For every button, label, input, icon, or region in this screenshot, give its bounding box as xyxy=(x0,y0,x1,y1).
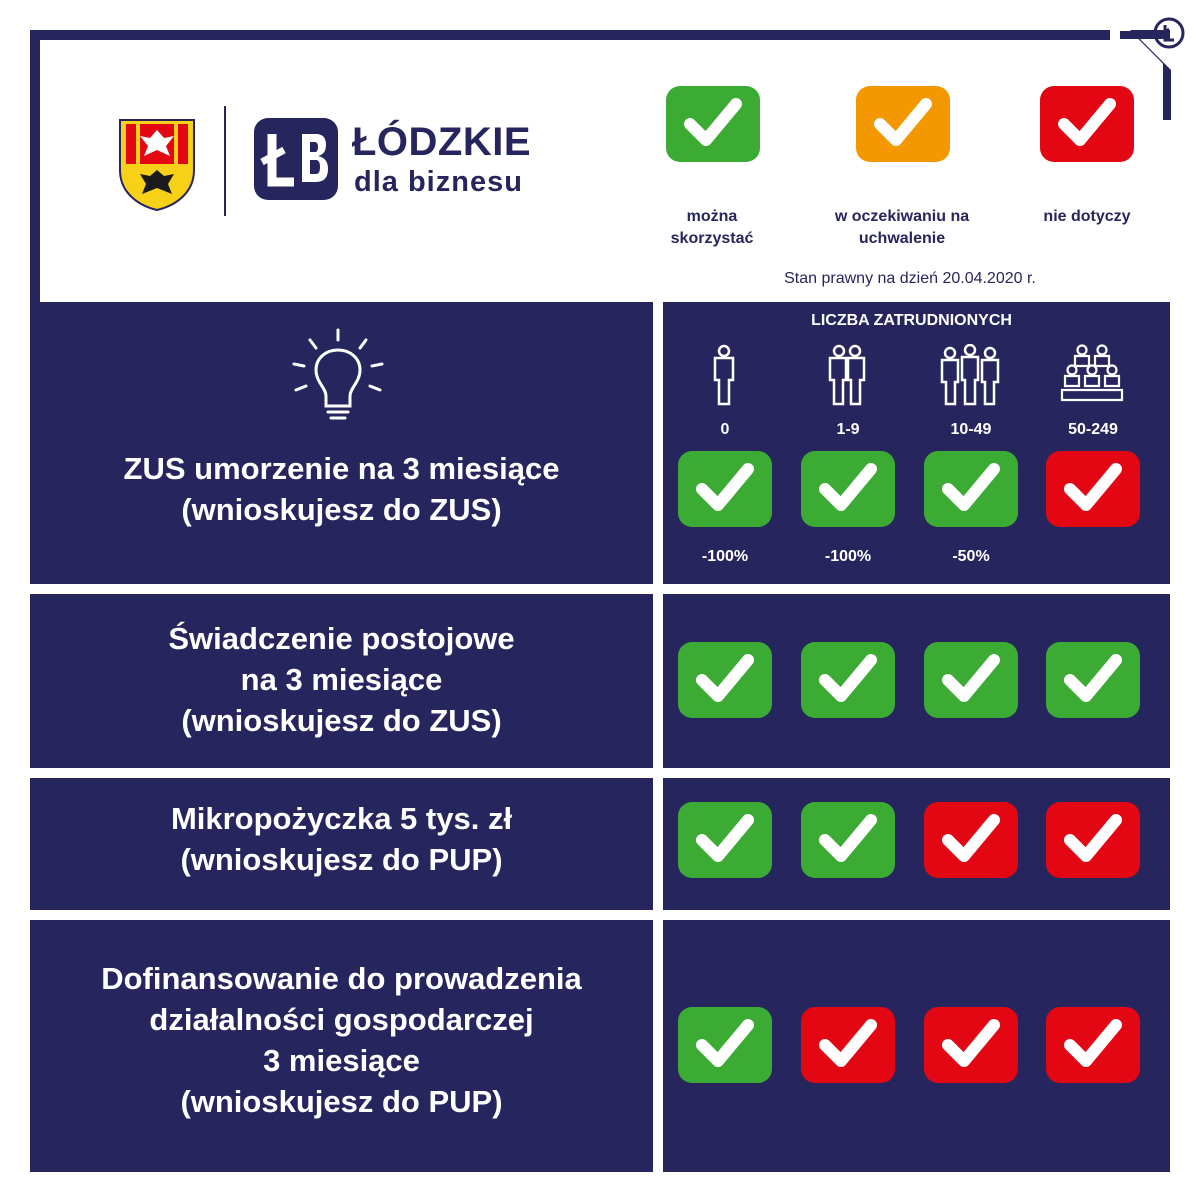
status-cell-green xyxy=(924,642,1018,718)
three-people-icon xyxy=(940,344,1000,406)
row-title-line: ZUS umorzenie na 3 miesiące xyxy=(123,451,560,486)
checkmark-icon xyxy=(678,1007,772,1083)
lightbulb-icon xyxy=(288,326,388,426)
checkmark-icon xyxy=(1046,802,1140,878)
two-people-icon xyxy=(826,344,868,406)
header-area xyxy=(40,40,1172,302)
row-title-line: Dofinansowanie do prowadzenia xyxy=(101,961,582,996)
checkmark-icon xyxy=(924,802,1018,878)
checkmark-icon xyxy=(924,642,1018,718)
crest-icon xyxy=(118,118,196,212)
brand-title: ŁÓDZKIE xyxy=(352,120,532,164)
checkmark-icon xyxy=(678,451,772,527)
checkmark-icon xyxy=(801,642,895,718)
legal-note: Stan prawny na dzień 20.04.2020 r. xyxy=(784,270,1036,287)
checkmark-icon xyxy=(856,86,950,162)
row-title-line: (wnioskujesz do PUP) xyxy=(180,1084,503,1119)
row-divider xyxy=(30,584,1170,594)
checkmark-icon xyxy=(1046,642,1140,718)
group-people-icon xyxy=(1060,344,1124,406)
row-title-line: (wnioskujesz do ZUS) xyxy=(181,703,502,738)
status-cell-red xyxy=(1046,451,1140,527)
checkmark-icon xyxy=(1040,86,1134,162)
status-cell-green xyxy=(801,451,895,527)
legend-label: można skorzystać xyxy=(670,208,754,247)
checkmark-icon xyxy=(678,642,772,718)
employee-group-label: 0 xyxy=(720,421,730,438)
row-title-line: Świadczenie postojowe xyxy=(168,621,515,656)
status-cell-red xyxy=(924,802,1018,878)
status-cell-green xyxy=(678,1007,772,1083)
lb-logo-icon xyxy=(254,118,338,200)
status-cell-red xyxy=(1046,1007,1140,1083)
checkmark-icon xyxy=(666,86,760,162)
checkmark-icon xyxy=(924,1007,1018,1083)
status-cell-red xyxy=(924,1007,1018,1083)
status-cell-red xyxy=(1046,802,1140,878)
status-cell-red xyxy=(801,1007,895,1083)
row-title xyxy=(30,448,653,530)
checkmark-icon xyxy=(801,802,895,878)
checkmark-icon xyxy=(678,802,772,878)
row-title-line: (wnioskujesz do ZUS) xyxy=(181,492,502,527)
legend-status-green xyxy=(666,86,760,162)
person-icon xyxy=(707,344,741,406)
l-circle-icon xyxy=(1152,16,1186,50)
status-cell-green xyxy=(924,451,1018,527)
status-cell-green xyxy=(678,642,772,718)
brand-subtitle: dla biznesu xyxy=(354,166,523,198)
checkmark-icon xyxy=(924,451,1018,527)
employee-group-label: 50-249 xyxy=(1068,421,1118,438)
legend-label: nie dotyczy xyxy=(1043,208,1131,225)
status-cell-green xyxy=(678,451,772,527)
legend-label: w oczekiwaniu na uchwalenie xyxy=(834,208,970,247)
status-cell-green xyxy=(801,802,895,878)
row-title-line: (wnioskujesz do PUP) xyxy=(180,842,503,877)
legend-status-red xyxy=(1040,86,1134,162)
status-cell-green xyxy=(801,642,895,718)
reduction-percentage: -100% xyxy=(824,548,872,565)
checkmark-icon xyxy=(801,1007,895,1083)
employee-group-label: 10-49 xyxy=(950,421,992,438)
legend-status-orange xyxy=(856,86,950,162)
row-divider xyxy=(30,768,1170,778)
status-cell-green xyxy=(1046,642,1140,718)
row-title xyxy=(30,798,653,880)
checkmark-icon xyxy=(801,451,895,527)
row-title-line: Mikropożyczka 5 tys. zł xyxy=(170,801,513,836)
checkmark-icon xyxy=(1046,1007,1140,1083)
reduction-percentage: -50% xyxy=(952,548,990,565)
employee-group-label: 1-9 xyxy=(836,421,860,438)
row-title xyxy=(30,958,653,1122)
row-title-line: 3 miesiące xyxy=(263,1043,420,1078)
row-title-line: na 3 miesiące xyxy=(240,662,443,697)
row-divider xyxy=(30,910,1170,920)
row-title xyxy=(30,618,653,741)
column-divider xyxy=(653,302,663,1172)
status-cell-green xyxy=(678,802,772,878)
row-title-line: działalności gospodarczej xyxy=(149,1002,534,1037)
header-divider xyxy=(224,106,226,216)
reduction-percentage: -100% xyxy=(701,548,749,565)
employees-header: LICZBA ZATRUDNIONYCH xyxy=(811,312,1012,329)
checkmark-icon xyxy=(1046,451,1140,527)
